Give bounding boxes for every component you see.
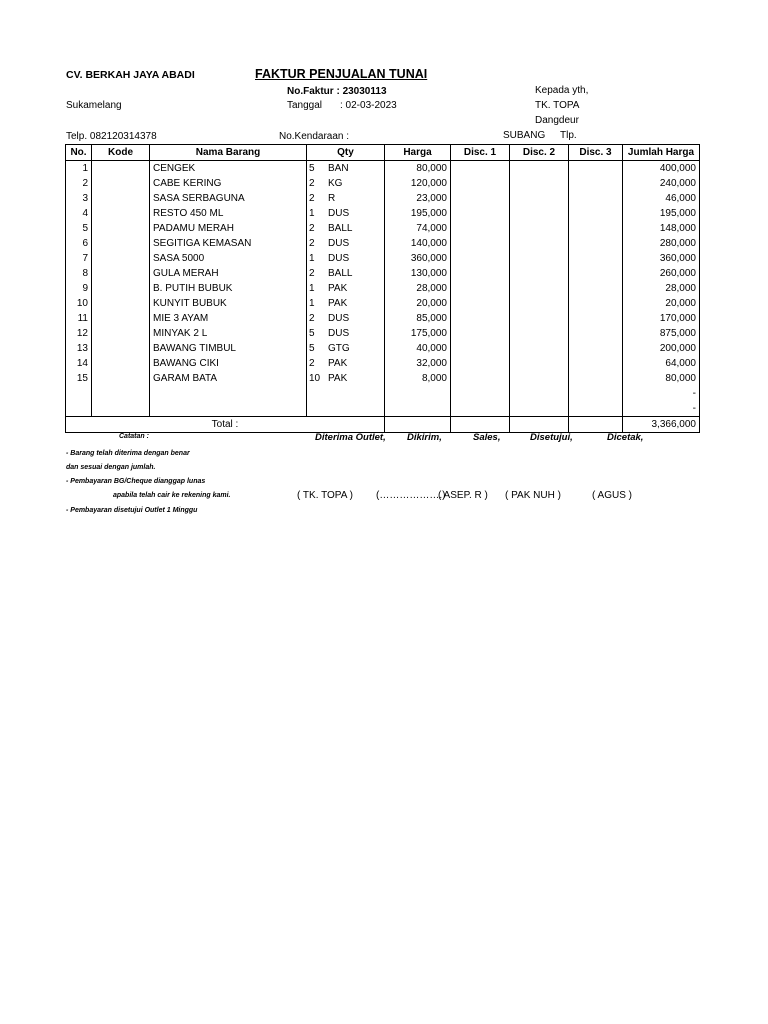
cell-kode (92, 356, 150, 371)
cell-qty (307, 371, 385, 386)
qty-number: 10 (309, 372, 321, 384)
cell-disc-1 (451, 371, 510, 386)
cell-kode (92, 266, 150, 281)
cell-disc-2 (510, 296, 569, 311)
note-payment-approval: - Pembayaran disetujui Outlet 1 Minggu (66, 507, 198, 514)
cell-disc-2 (510, 311, 569, 326)
cell-disc-3 (569, 386, 623, 401)
qty-unit: BALL (328, 267, 353, 279)
cell-nama-barang: SEGITIGA KEMASAN (150, 236, 307, 251)
cell-qty (307, 386, 385, 401)
total-row (66, 417, 700, 433)
cell-no: 13 (66, 341, 92, 356)
cell-jumlah-harga: 240,000 (623, 176, 700, 191)
cell-nama-barang: GULA MERAH (150, 266, 307, 281)
cell-disc-1 (451, 356, 510, 371)
signature-printed-label: Dicetak, (607, 432, 644, 443)
table-row (66, 236, 700, 251)
cell-disc-2 (510, 221, 569, 236)
qty-unit: R (328, 192, 336, 204)
column-header-disc-1: Disc. 1 (451, 145, 510, 161)
table-row (66, 266, 700, 281)
qty-unit: BAN (328, 162, 349, 174)
qty-number: 2 (309, 357, 315, 369)
cell-nama-barang: BAWANG CIKI (150, 356, 307, 371)
cell-no: 8 (66, 266, 92, 281)
column-header-jumlah-harga: Jumlah Harga (623, 145, 700, 161)
signature-sent-label: Dikirim, (407, 432, 442, 443)
cell-disc-3 (569, 206, 623, 221)
cell-nama-barang (150, 401, 307, 417)
cell-disc-2 (510, 386, 569, 401)
qty-number: 5 (309, 342, 315, 354)
table-row (66, 251, 700, 266)
cell-nama-barang (150, 386, 307, 401)
cell-jumlah-harga: 875,000 (623, 326, 700, 341)
qty-unit: BALL (328, 222, 353, 234)
signature-sales-label: Sales, (473, 432, 501, 443)
cell-jumlah-harga: 260,000 (623, 266, 700, 281)
cell-disc-1 (451, 386, 510, 401)
cell-nama-barang: SASA 5000 (150, 251, 307, 266)
cell-disc-1 (451, 281, 510, 296)
qty-unit: DUS (328, 237, 350, 249)
cell-jumlah-harga: 28,000 (623, 281, 700, 296)
cell-disc-3 (569, 296, 623, 311)
table-body (66, 161, 700, 417)
cell-disc-2 (510, 371, 569, 386)
cell-disc-1 (451, 401, 510, 417)
cell-nama-barang: CABE KERING (150, 176, 307, 191)
total-label: Total : (66, 417, 385, 433)
invoice-table (65, 144, 700, 433)
cell-nama-barang: CENGEK (150, 161, 307, 177)
cell-harga: 20,000 (385, 296, 451, 311)
cell-jumlah-harga: 280,000 (623, 236, 700, 251)
column-header-no: No. (66, 145, 92, 161)
cell-kode (92, 401, 150, 417)
cell-kode (92, 371, 150, 386)
cell-harga: 360,000 (385, 251, 451, 266)
qty-unit: PAK (328, 282, 348, 294)
cell-no: 9 (66, 281, 92, 296)
column-header-qty: Qty (307, 145, 385, 161)
recipient-name: TK. TOPA (535, 100, 580, 111)
table-row (66, 341, 700, 356)
cell-disc-3 (569, 176, 623, 191)
vehicle-number-label: No.Kendaraan : (279, 131, 350, 142)
cell-disc-2 (510, 266, 569, 281)
cell-disc-2 (510, 251, 569, 266)
cell-disc-1 (451, 341, 510, 356)
cell-no: 15 (66, 371, 92, 386)
table-row (66, 176, 700, 191)
cell-qty (307, 326, 385, 341)
qty-unit: KG (328, 177, 343, 189)
cell-no: 14 (66, 356, 92, 371)
cell-kode (92, 281, 150, 296)
cell-disc-1 (451, 176, 510, 191)
total-empty-disc-2 (510, 417, 569, 433)
cell-qty (307, 221, 385, 236)
qty-number: 2 (309, 237, 315, 249)
recipient-label: Kepada yth, (535, 85, 589, 96)
cell-nama-barang: BAWANG TIMBUL (150, 341, 307, 356)
cell-jumlah-harga: 195,000 (623, 206, 700, 221)
signature-received-label: Diterima Outlet, (315, 432, 386, 443)
cell-no: 3 (66, 191, 92, 206)
qty-number: 2 (309, 267, 315, 279)
qty-unit: DUS (328, 327, 350, 339)
column-header-disc-2: Disc. 2 (510, 145, 569, 161)
cell-kode (92, 221, 150, 236)
cell-qty (307, 161, 385, 177)
cell-qty (307, 281, 385, 296)
cell-disc-2 (510, 191, 569, 206)
table-header-row (66, 145, 700, 161)
column-header-kode: Kode (92, 145, 150, 161)
company-name: CV. BERKAH JAYA ABADI (66, 69, 195, 81)
cell-harga (385, 401, 451, 417)
qty-number: 2 (309, 312, 315, 324)
invoice-number: 23030113 (342, 86, 387, 97)
cell-qty (307, 251, 385, 266)
cell-jumlah-harga: - (623, 386, 700, 401)
invoice-number-block (287, 86, 387, 97)
cell-disc-3 (569, 221, 623, 236)
cell-nama-barang: MINYAK 2 L (150, 326, 307, 341)
cell-kode (92, 341, 150, 356)
recipient-city: SUBANG (503, 130, 546, 141)
recipient-phone-label: Tlp. (560, 130, 577, 141)
cell-kode (92, 296, 150, 311)
table-row (66, 386, 700, 401)
cell-disc-2 (510, 176, 569, 191)
table-row (66, 356, 700, 371)
table-row (66, 311, 700, 326)
table-row (66, 161, 700, 177)
cell-jumlah-harga: 46,000 (623, 191, 700, 206)
cell-disc-3 (569, 161, 623, 177)
cell-harga: 40,000 (385, 341, 451, 356)
cell-no: 10 (66, 296, 92, 311)
recipient-area: Dangdeur (535, 115, 579, 126)
cell-disc-3 (569, 251, 623, 266)
cell-harga: 195,000 (385, 206, 451, 221)
cell-qty (307, 266, 385, 281)
cell-disc-1 (451, 221, 510, 236)
date-value: : 02-03-2023 (340, 100, 397, 111)
invoice-number-label: No.Faktur : (287, 86, 340, 97)
cell-disc-3 (569, 401, 623, 417)
total-value: 3,366,000 (623, 417, 700, 433)
column-header-harga: Harga (385, 145, 451, 161)
note-payment-line2: apabila telah cair ke rekening kami. (113, 492, 231, 499)
cell-disc-3 (569, 191, 623, 206)
cell-no: 12 (66, 326, 92, 341)
cell-harga: 74,000 (385, 221, 451, 236)
qty-number: 1 (309, 207, 315, 219)
cell-disc-1 (451, 191, 510, 206)
cell-no: 1 (66, 161, 92, 177)
table-row (66, 206, 700, 221)
qty-number: 1 (309, 282, 315, 294)
cell-disc-1 (451, 326, 510, 341)
cell-qty (307, 341, 385, 356)
cell-qty (307, 311, 385, 326)
company-city: Sukamelang (66, 100, 122, 111)
notes-label: Catatan : (119, 433, 149, 440)
cell-harga (385, 386, 451, 401)
cell-qty (307, 206, 385, 221)
qty-unit: DUS (328, 312, 350, 324)
cell-disc-3 (569, 281, 623, 296)
cell-nama-barang: GARAM BATA (150, 371, 307, 386)
cell-kode (92, 161, 150, 177)
cell-disc-1 (451, 206, 510, 221)
cell-jumlah-harga: 148,000 (623, 221, 700, 236)
cell-harga: 175,000 (385, 326, 451, 341)
cell-disc-2 (510, 401, 569, 417)
signature-approved-name: ( PAK NUH ) (505, 490, 561, 501)
cell-disc-3 (569, 356, 623, 371)
qty-number: 2 (309, 177, 315, 189)
cell-kode (92, 206, 150, 221)
cell-disc-2 (510, 281, 569, 296)
cell-disc-3 (569, 311, 623, 326)
qty-number: 2 (309, 222, 315, 234)
cell-kode (92, 251, 150, 266)
cell-jumlah-harga: 400,000 (623, 161, 700, 177)
signature-sent-name: (……………….) (376, 490, 446, 501)
column-header-nama-barang: Nama Barang (150, 145, 307, 161)
cell-nama-barang: PADAMU MERAH (150, 221, 307, 236)
cell-harga: 28,000 (385, 281, 451, 296)
cell-qty (307, 236, 385, 251)
cell-kode (92, 311, 150, 326)
cell-harga: 120,000 (385, 176, 451, 191)
cell-no: 6 (66, 236, 92, 251)
cell-harga: 80,000 (385, 161, 451, 177)
table-row (66, 326, 700, 341)
note-goods-received-line2: dan sesuai dengan jumlah. (66, 464, 156, 471)
signature-received-name: ( TK. TOPA ) (297, 490, 353, 501)
cell-jumlah-harga: 64,000 (623, 356, 700, 371)
signature-approved-label: Disetujui, (530, 432, 573, 443)
cell-qty (307, 191, 385, 206)
cell-qty (307, 401, 385, 417)
cell-disc-3 (569, 266, 623, 281)
invoice-title: FAKTUR PENJUALAN TUNAI (255, 67, 428, 81)
date-label: Tanggal (287, 100, 323, 111)
cell-disc-1 (451, 266, 510, 281)
qty-number: 1 (309, 252, 315, 264)
cell-kode (92, 191, 150, 206)
cell-no: 7 (66, 251, 92, 266)
note-payment-line1: - Pembayaran BG/Cheque dianggap lunas (66, 478, 206, 485)
total-empty-harga (385, 417, 451, 433)
cell-disc-1 (451, 161, 510, 177)
cell-disc-2 (510, 206, 569, 221)
cell-nama-barang: MIE 3 AYAM (150, 311, 307, 326)
cell-harga: 32,000 (385, 356, 451, 371)
cell-kode (92, 176, 150, 191)
cell-no: 4 (66, 206, 92, 221)
cell-kode (92, 326, 150, 341)
cell-no: 11 (66, 311, 92, 326)
qty-number: 1 (309, 297, 315, 309)
total-empty-disc-3 (569, 417, 623, 433)
cell-disc-1 (451, 311, 510, 326)
total-empty-disc-1 (451, 417, 510, 433)
cell-disc-2 (510, 341, 569, 356)
cell-qty (307, 356, 385, 371)
qty-number: 5 (309, 327, 315, 339)
cell-harga: 85,000 (385, 311, 451, 326)
cell-no (66, 386, 92, 401)
signature-printed-name: ( AGUS ) (592, 490, 633, 501)
table-row (66, 401, 700, 417)
cell-disc-3 (569, 326, 623, 341)
cell-disc-2 (510, 161, 569, 177)
cell-nama-barang: KUNYIT BUBUK (150, 296, 307, 311)
cell-jumlah-harga: 360,000 (623, 251, 700, 266)
cell-disc-1 (451, 251, 510, 266)
table-row (66, 221, 700, 236)
cell-disc-1 (451, 236, 510, 251)
qty-unit: PAK (328, 372, 348, 384)
cell-harga: 8,000 (385, 371, 451, 386)
cell-qty (307, 176, 385, 191)
qty-unit: GTG (328, 342, 350, 354)
cell-harga: 130,000 (385, 266, 451, 281)
cell-kode (92, 236, 150, 251)
cell-qty (307, 296, 385, 311)
note-goods-received-line1: - Barang telah diterima dengan benar (66, 450, 190, 457)
signature-sales-name: ( ASEP. R ) (438, 490, 488, 501)
table-row (66, 296, 700, 311)
cell-disc-3 (569, 236, 623, 251)
cell-nama-barang: RESTO 450 ML (150, 206, 307, 221)
company-phone: Telp. 082120314378 (66, 131, 157, 142)
table-row (66, 281, 700, 296)
cell-no (66, 401, 92, 417)
qty-unit: PAK (328, 357, 348, 369)
cell-nama-barang: SASA SERBAGUNA (150, 191, 307, 206)
cell-disc-2 (510, 236, 569, 251)
column-header-disc-3: Disc. 3 (569, 145, 623, 161)
cell-disc-2 (510, 326, 569, 341)
cell-jumlah-harga: 80,000 (623, 371, 700, 386)
cell-kode (92, 386, 150, 401)
qty-number: 5 (309, 162, 315, 174)
table-row (66, 191, 700, 206)
qty-unit: PAK (328, 297, 348, 309)
cell-jumlah-harga: 200,000 (623, 341, 700, 356)
qty-unit: DUS (328, 207, 350, 219)
cell-harga: 23,000 (385, 191, 451, 206)
cell-no: 5 (66, 221, 92, 236)
table-row (66, 371, 700, 386)
qty-number: 2 (309, 192, 315, 204)
cell-nama-barang: B. PUTIH BUBUK (150, 281, 307, 296)
cell-disc-3 (569, 371, 623, 386)
cell-jumlah-harga: 20,000 (623, 296, 700, 311)
qty-unit: DUS (328, 252, 350, 264)
cell-disc-2 (510, 356, 569, 371)
cell-jumlah-harga: 170,000 (623, 311, 700, 326)
cell-jumlah-harga: - (623, 401, 700, 417)
cell-harga: 140,000 (385, 236, 451, 251)
cell-disc-3 (569, 341, 623, 356)
cell-disc-1 (451, 296, 510, 311)
cell-no: 2 (66, 176, 92, 191)
